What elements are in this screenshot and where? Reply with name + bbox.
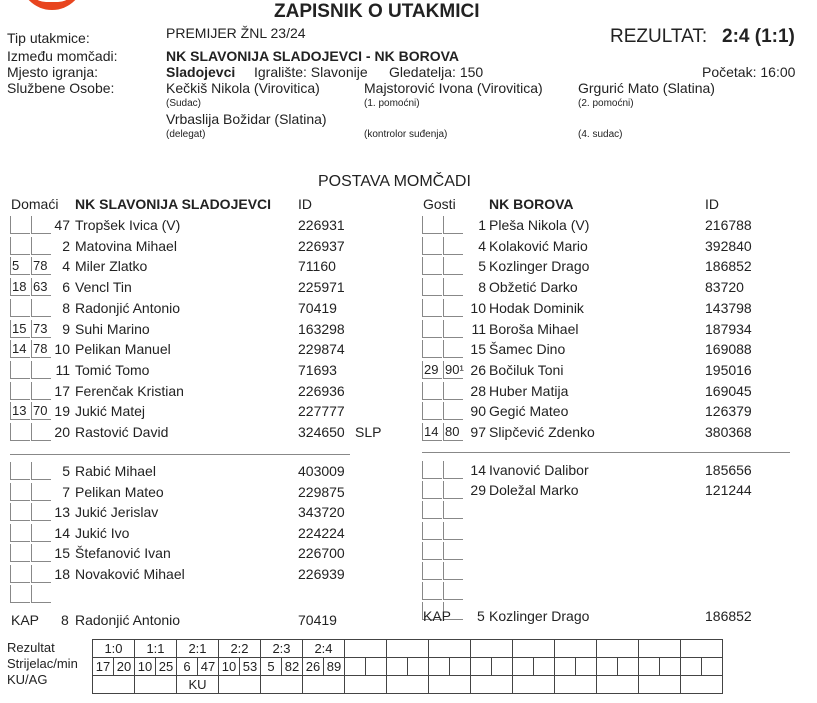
home-sub-in-box bbox=[10, 503, 30, 521]
score-result-cell bbox=[429, 640, 471, 658]
ku-ag-cell bbox=[681, 676, 723, 694]
home-minute-box bbox=[31, 382, 51, 400]
scorer-minute-cell bbox=[681, 658, 702, 676]
official-role: (Sudac) bbox=[166, 98, 202, 109]
away-player-name: Ivanović Dalibor bbox=[489, 462, 589, 478]
away-player-name: Boroša Mihael bbox=[489, 320, 579, 337]
score-result-cell bbox=[471, 640, 513, 658]
away-minute-box bbox=[443, 216, 463, 234]
ku-ag-cell bbox=[345, 676, 387, 694]
away-empty-box bbox=[443, 501, 463, 519]
away-empty-box bbox=[443, 522, 463, 540]
scorer-minute-cell: 20 bbox=[114, 658, 135, 676]
home-sub-in-box: 5 bbox=[10, 257, 30, 275]
away-player-id: 83720 bbox=[705, 279, 744, 296]
home-minute-box bbox=[31, 237, 51, 255]
home-player-name: Radonjić Antonio bbox=[75, 299, 181, 316]
home-player-id: 163298 bbox=[298, 320, 345, 337]
away-player-id: 169088 bbox=[705, 341, 752, 358]
rezultat-label: REZULTAT: bbox=[610, 26, 708, 47]
home-player-id: 226939 bbox=[298, 565, 345, 582]
score-result-cell bbox=[345, 640, 387, 658]
score-result-cell bbox=[681, 640, 723, 658]
divider bbox=[10, 454, 350, 455]
away-player-number: 1 bbox=[478, 217, 486, 233]
home-kap-label: KAP bbox=[11, 612, 40, 628]
divider bbox=[422, 452, 790, 453]
away-sub-in-box bbox=[422, 481, 442, 499]
away-empty-box bbox=[422, 542, 442, 560]
away-player-number: 14 bbox=[470, 462, 486, 478]
home-minute-box bbox=[31, 483, 51, 501]
official-name: Vrbaslija Božidar (Slatina) bbox=[166, 111, 327, 127]
home-player-note: SLP bbox=[355, 424, 382, 440]
away-player-id: 126379 bbox=[705, 403, 752, 420]
score-result-cell bbox=[387, 640, 429, 658]
scorer-minute-cell bbox=[597, 658, 618, 676]
away-player-name: Huber Matija bbox=[489, 382, 569, 399]
home-player-name: Pelikan Manuel bbox=[75, 341, 171, 358]
score-row-label: Rezultat bbox=[7, 640, 55, 655]
home-empty-box bbox=[31, 585, 51, 603]
home-minute-box: 78 bbox=[31, 340, 51, 358]
official-role: (kontrolor suđenja) bbox=[364, 129, 448, 140]
home-player-id: 227777 bbox=[298, 403, 345, 420]
official-role: (4. sudac) bbox=[578, 129, 623, 140]
lineup-title: POSTAVA MOMČADI bbox=[318, 173, 471, 190]
away-kap-label: KAP bbox=[423, 608, 452, 624]
home-sub-in-box bbox=[10, 423, 30, 441]
away-minute-box bbox=[443, 461, 463, 479]
ku-ag-cell bbox=[303, 676, 345, 694]
home-sub-in-box: 18 bbox=[10, 278, 30, 296]
scorer-minute-cell: 10 bbox=[219, 658, 240, 676]
ku-ag-cell bbox=[597, 676, 639, 694]
away-sub-in-box bbox=[422, 461, 442, 479]
away-player-number: 11 bbox=[471, 320, 486, 337]
home-sub-in-box bbox=[10, 299, 30, 317]
scorer-minute-cell bbox=[555, 658, 576, 676]
home-empty-box bbox=[10, 585, 30, 603]
away-kap-num: 5 bbox=[477, 608, 485, 624]
away-empty-box bbox=[443, 542, 463, 560]
home-player-number: 2 bbox=[62, 237, 70, 254]
scorer-minute-cell bbox=[513, 658, 534, 676]
away-player-name: Doležal Marko bbox=[489, 482, 579, 499]
scorer-minute-cell: 17 bbox=[93, 658, 114, 676]
sluzbene-label: Službene Osobe: bbox=[7, 80, 115, 96]
official-name: Majstorović Ivona (Virovitica) bbox=[364, 80, 543, 96]
ku-ag-cell bbox=[261, 676, 303, 694]
home-player-id: 70419 bbox=[298, 299, 337, 316]
home-sub-in-box: 15 bbox=[10, 320, 30, 338]
away-minute-box bbox=[443, 320, 463, 338]
official-role: (1. pomoćni) bbox=[364, 98, 420, 109]
home-minute-box bbox=[31, 565, 51, 583]
away-player-id: 186852 bbox=[705, 258, 752, 275]
away-player-id: 380368 bbox=[705, 424, 752, 440]
home-player-name: Rabić Mihael bbox=[75, 463, 156, 479]
home-sub-in-box bbox=[10, 237, 30, 255]
away-player-name: Kozlinger Drago bbox=[489, 258, 590, 275]
home-player-name: Vencl Tin bbox=[75, 279, 132, 296]
away-player-number: 29 bbox=[470, 482, 486, 499]
away-player-name: Slipčević Zdenko bbox=[489, 424, 595, 440]
away-minute-box bbox=[443, 382, 463, 400]
away-empty-box bbox=[422, 522, 442, 540]
scorer-minute-cell: 10 bbox=[135, 658, 156, 676]
home-sub-in-box: 13 bbox=[10, 402, 30, 420]
away-player-name: Bočiluk Toni bbox=[489, 361, 564, 378]
home-player-id: 71693 bbox=[298, 361, 337, 378]
home-sub-in-box: 14 bbox=[10, 340, 30, 358]
scorer-minute-cell bbox=[387, 658, 408, 676]
home-player-number: 8 bbox=[62, 299, 70, 316]
scorer-minute-cell: 6 bbox=[177, 658, 198, 676]
home-minute-box: 78 bbox=[31, 257, 51, 275]
home-sub-in-box bbox=[10, 382, 30, 400]
home-player-name: Miler Zlatko bbox=[75, 258, 148, 275]
home-minute-box bbox=[31, 462, 51, 480]
away-sub-in-box bbox=[422, 320, 442, 338]
home-player-number: 18 bbox=[54, 565, 70, 582]
home-side-label: Domaći bbox=[11, 196, 59, 212]
away-kap-name: Kozlinger Drago bbox=[489, 608, 590, 624]
away-minute-box: 80 bbox=[443, 423, 463, 441]
scorer-minute-cell bbox=[450, 658, 471, 676]
home-player-number: 10 bbox=[54, 341, 70, 358]
away-minute-box bbox=[443, 481, 463, 499]
home-team-name: NK SLAVONIJA SLADOJEVCI bbox=[75, 196, 272, 212]
official-name: Grgurić Mato (Slatina) bbox=[578, 80, 715, 96]
home-player-id: 343720 bbox=[298, 504, 345, 520]
home-player-name: Pelikan Mateo bbox=[75, 483, 164, 500]
home-player-id: 324650 bbox=[298, 424, 345, 440]
home-minute-box: 73 bbox=[31, 320, 51, 338]
score-result-cell bbox=[597, 640, 639, 658]
scorer-minute-cell: 53 bbox=[240, 658, 261, 676]
away-player-id: 187934 bbox=[705, 320, 752, 337]
home-player-number: 11 bbox=[55, 361, 70, 378]
logo bbox=[20, 0, 84, 10]
away-player-id: 185656 bbox=[705, 462, 752, 478]
tip-label: Tip utakmice: bbox=[7, 30, 90, 46]
mjesto-label: Mjesto igranja: bbox=[7, 64, 99, 80]
home-minute-box bbox=[31, 503, 51, 521]
away-sub-in-box bbox=[422, 299, 442, 317]
home-player-id: 225971 bbox=[298, 279, 345, 296]
home-sub-in-box bbox=[10, 483, 30, 501]
away-player-id: 121244 bbox=[705, 482, 752, 499]
scorer-minute-cell bbox=[366, 658, 387, 676]
away-sub-in-box bbox=[422, 340, 442, 358]
ku-ag-cell bbox=[429, 676, 471, 694]
away-sub-in-box bbox=[422, 257, 442, 275]
away-empty-box bbox=[422, 582, 442, 600]
official-role: (delegat) bbox=[166, 129, 206, 140]
score-result-cell: 2:2 bbox=[219, 640, 261, 658]
away-player-number: 97 bbox=[470, 424, 486, 440]
ku-ag-cell bbox=[555, 676, 597, 694]
away-player-number: 10 bbox=[470, 299, 486, 316]
away-empty-box bbox=[422, 501, 442, 519]
ku-ag-cell: KU bbox=[177, 676, 219, 694]
home-kap-id: 70419 bbox=[298, 612, 337, 628]
home-player-id: 229875 bbox=[298, 483, 345, 500]
away-player-id: 169045 bbox=[705, 382, 752, 399]
home-player-name: Suhi Marino bbox=[75, 320, 150, 337]
igraliste: Igralište: Slavonije bbox=[254, 64, 368, 80]
official-role: (2. pomoćni) bbox=[578, 98, 634, 109]
home-id-header: ID bbox=[298, 196, 312, 212]
scorer-minute-cell bbox=[471, 658, 492, 676]
home-player-name: Tropšek Ivica (V) bbox=[75, 217, 181, 233]
away-player-name: Pleša Nikola (V) bbox=[489, 217, 590, 233]
score-result-cell: 1:1 bbox=[135, 640, 177, 658]
scorer-minute-cell: 82 bbox=[282, 658, 303, 676]
away-minute-box: 90¹ bbox=[445, 361, 464, 377]
izmedju-label: Između momčadi: bbox=[7, 48, 118, 64]
away-sub-in-box: 14 bbox=[422, 423, 442, 441]
home-minute-box bbox=[31, 524, 51, 542]
home-kap-num: 8 bbox=[61, 612, 69, 628]
home-player-number: 14 bbox=[54, 524, 70, 541]
score-row-label: Strijelac/min bbox=[7, 656, 78, 671]
ku-ag-cell bbox=[639, 676, 681, 694]
away-player-id: 143798 bbox=[705, 299, 752, 316]
home-player-id: 226931 bbox=[298, 217, 345, 233]
score-result-cell bbox=[639, 640, 681, 658]
mjesto-value: Sladojevci bbox=[166, 64, 236, 80]
home-kap-name: Radonjić Antonio bbox=[75, 612, 181, 628]
home-player-name: Jukić Ivo bbox=[75, 524, 130, 541]
scorer-minute-cell: 89 bbox=[324, 658, 345, 676]
gledatelja: Gledatelja: 150 bbox=[389, 64, 484, 80]
away-id-header: ID bbox=[705, 196, 719, 212]
away-minute-box bbox=[443, 299, 463, 317]
home-player-number: 5 bbox=[62, 463, 70, 479]
scorer-minute-cell bbox=[429, 658, 450, 676]
home-player-number: 17 bbox=[54, 382, 70, 399]
away-team-name: NK BOROVA bbox=[489, 196, 574, 212]
home-minute-box bbox=[31, 544, 51, 562]
home-player-name: Ferenčak Kristian bbox=[75, 382, 184, 399]
home-player-number: 15 bbox=[54, 545, 70, 561]
home-minute-box: 70 bbox=[31, 402, 51, 420]
scorer-minute-cell bbox=[660, 658, 681, 676]
tip-value: PREMIJER ŽNL 23/24 bbox=[166, 25, 306, 41]
score-result-cell bbox=[513, 640, 555, 658]
ku-ag-cell bbox=[93, 676, 135, 694]
scorer-minute-cell bbox=[639, 658, 660, 676]
scorer-minute-cell: 5 bbox=[261, 658, 282, 676]
score-row-label: KU/AG bbox=[7, 672, 48, 687]
home-sub-in-box bbox=[10, 462, 30, 480]
home-minute-box bbox=[31, 299, 51, 317]
home-player-id: 71160 bbox=[298, 258, 336, 275]
ku-ag-cell bbox=[471, 676, 513, 694]
ku-ag-cell bbox=[513, 676, 555, 694]
home-player-name: Matovina Mihael bbox=[75, 237, 177, 254]
home-player-number: 13 bbox=[54, 504, 70, 520]
home-player-name: Rastović David bbox=[75, 424, 169, 440]
away-player-name: Kolaković Mario bbox=[489, 237, 588, 254]
score-result-cell: 2:3 bbox=[261, 640, 303, 658]
home-player-number: 7 bbox=[62, 483, 70, 500]
away-player-name: Gegić Mateo bbox=[489, 403, 569, 420]
away-empty-box bbox=[443, 562, 463, 580]
score-table bbox=[92, 639, 723, 694]
away-player-number: 8 bbox=[478, 279, 486, 296]
away-player-number: 26 bbox=[470, 361, 486, 378]
away-minute-box bbox=[443, 402, 463, 420]
home-player-name: Tomić Tomo bbox=[75, 361, 150, 378]
home-minute-box bbox=[31, 216, 51, 234]
home-minute-box bbox=[31, 423, 51, 441]
scorer-minute-cell bbox=[618, 658, 639, 676]
away-player-number: 15 bbox=[470, 341, 486, 358]
scorer-minute-cell bbox=[408, 658, 429, 676]
home-sub-in-box bbox=[10, 565, 30, 583]
away-sub-in-box: 29 bbox=[422, 361, 442, 379]
home-player-id: 403009 bbox=[298, 463, 345, 479]
home-player-name: Jukić Jerislav bbox=[75, 504, 159, 520]
home-minute-box bbox=[31, 361, 51, 379]
away-player-number: 5 bbox=[478, 258, 486, 275]
ku-ag-cell bbox=[219, 676, 261, 694]
scorer-minute-cell bbox=[576, 658, 597, 676]
score-result-cell: 2:1 bbox=[177, 640, 219, 658]
score-result-cell bbox=[555, 640, 597, 658]
home-player-name: Novaković Mihael bbox=[75, 565, 185, 582]
home-sub-in-box bbox=[10, 524, 30, 542]
away-minute-box bbox=[443, 237, 463, 255]
home-player-number: 9 bbox=[62, 320, 70, 337]
home-sub-in-box bbox=[10, 361, 30, 379]
home-player-number: 6 bbox=[62, 279, 70, 296]
away-sub-in-box bbox=[422, 216, 442, 234]
home-player-id: 224224 bbox=[298, 524, 345, 541]
away-kap-id: 186852 bbox=[705, 608, 752, 624]
page-title: ZAPISNIK O UTAKMICI bbox=[274, 1, 480, 22]
away-minute-box bbox=[443, 340, 463, 358]
away-player-id: 392840 bbox=[705, 237, 752, 254]
score-result-cell: 1:0 bbox=[93, 640, 135, 658]
home-player-number: 4 bbox=[62, 258, 70, 275]
home-minute-box: 63 bbox=[31, 278, 51, 296]
home-player-number: 47 bbox=[54, 217, 70, 233]
score-result-cell: 2:4 bbox=[303, 640, 345, 658]
away-player-name: Šamec Dino bbox=[489, 341, 566, 358]
home-player-id: 229874 bbox=[298, 341, 345, 358]
scorer-minute-cell: 47 bbox=[198, 658, 219, 676]
home-player-name: Jukić Matej bbox=[75, 403, 146, 420]
away-sub-in-box bbox=[422, 382, 442, 400]
away-player-number: 4 bbox=[478, 237, 486, 254]
away-sub-in-box bbox=[422, 237, 442, 255]
away-empty-box bbox=[422, 562, 442, 580]
away-player-name: Obžetić Darko bbox=[489, 279, 578, 296]
home-player-number: 20 bbox=[54, 424, 70, 440]
home-player-id: 226936 bbox=[298, 382, 345, 399]
away-side-label: Gosti bbox=[423, 196, 456, 212]
home-player-number: 19 bbox=[54, 403, 70, 420]
home-sub-in-box bbox=[10, 544, 30, 562]
ku-ag-cell bbox=[135, 676, 177, 694]
scorer-minute-cell bbox=[534, 658, 555, 676]
pocetak: Početak: 16:00 bbox=[702, 64, 796, 80]
away-sub-in-box bbox=[422, 402, 442, 420]
scorer-minute-cell: 26 bbox=[303, 658, 324, 676]
away-player-name: Hodak Dominik bbox=[489, 299, 584, 316]
away-minute-box bbox=[443, 257, 463, 275]
away-empty-box bbox=[443, 582, 463, 600]
home-player-id: 226937 bbox=[298, 237, 345, 254]
away-minute-box bbox=[443, 278, 463, 296]
away-player-id: 195016 bbox=[705, 361, 752, 378]
away-player-number: 28 bbox=[470, 382, 486, 399]
home-sub-in-box bbox=[10, 216, 30, 234]
away-player-number: 90 bbox=[470, 403, 486, 420]
scorer-minute-cell bbox=[702, 658, 723, 676]
scorer-minute-cell bbox=[492, 658, 513, 676]
rezultat-value: 2:4 (1:1) bbox=[722, 26, 795, 47]
away-player-id: 216788 bbox=[705, 217, 752, 233]
away-sub-in-box bbox=[422, 278, 442, 296]
scorer-minute-cell: 25 bbox=[156, 658, 177, 676]
ku-ag-cell bbox=[387, 676, 429, 694]
home-player-id: 226700 bbox=[298, 545, 345, 561]
match-teams: NK SLAVONIJA SLADOJEVCI - NK BOROVA bbox=[166, 48, 459, 64]
official-name: Kečkiš Nikola (Virovitica) bbox=[166, 80, 320, 96]
scorer-minute-cell bbox=[345, 658, 366, 676]
home-player-name: Štefanović Ivan bbox=[75, 545, 171, 561]
